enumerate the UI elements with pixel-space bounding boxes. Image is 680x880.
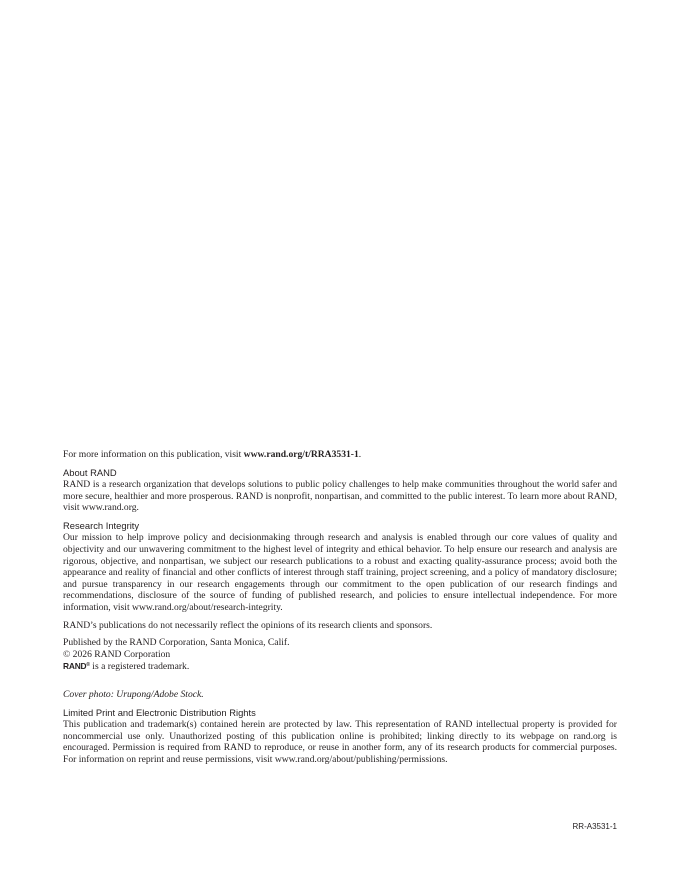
disclaimer: RAND’s publications do not necessarily reflect the opinions of its research clients and sponsors.	[63, 619, 433, 631]
research-integrity-section	[63, 520, 617, 614]
registered-mark: ®	[86, 662, 90, 669]
about-section	[63, 467, 617, 514]
distribution-rights-body: This publication and trademark(s) contained herein are protected by law. This representation of RAND intellectual property is provided for noncommercial use only. Unauthorized posting of this publication online is prohibited; linking directly to its webpage on rand.org is encouraged. Permission is required from RAND to reproduce, or reuse in another form, any of its research products for commercial purposes. For information on reprint and reuse permissions, visit www.rand.org/about/publishing/permissions.	[63, 719, 617, 765]
rand-logo-wordmark: RAND®	[63, 661, 90, 672]
about-heading: About RAND	[63, 466, 117, 478]
copyright-page	[63, 449, 617, 770]
more-info-prefix: For more information on this publication, visit	[63, 449, 244, 460]
report-number: RR-A3531-1	[572, 822, 617, 831]
publication-info	[63, 637, 617, 673]
copyright-line: © 2026 RAND Corporation	[63, 648, 171, 660]
research-integrity-heading: Research Integrity	[63, 519, 140, 531]
published-by: Published by the RAND Corporation, Santa Monica, Calif.	[63, 637, 290, 649]
research-integrity-body: Our mission to help improve policy and decisionmaking through research and analysis is enabled through our core values of quality and objectivity and our unwavering commitment to the highest level of integrity and ethical behavior. To help ensure our research and analysis are rigorous, objective, and nonpartisan, we subject our research publications to a robust and exacting quality-assurance process; avoid both the appearance and reality of financial and other conflicts of interest through staff training, project screening, and a policy of mandatory disclosure; and pursue transparency in our research engagements through our commitment to the open publication of our research findings and recommendations, disclosure of the source of funding of published research, and policies to ensure intellectual independence. For more information, visit www.rand.org/about/research-integrity.	[63, 532, 617, 613]
distribution-rights-section	[63, 707, 617, 766]
more-info-suffix: .	[358, 449, 362, 460]
trademark-text: is a registered trademark.	[89, 661, 190, 673]
distribution-rights-heading: Limited Print and Electronic Distribution Rights	[63, 706, 256, 718]
vertical-spacer	[63, 679, 617, 689]
cover-photo-credit: Cover photo: Urupong/Adobe Stock.	[63, 688, 204, 700]
more-info-line	[63, 449, 617, 461]
about-body: RAND is a research organization that develops solutions to public policy challenges to help make communities throughout the world safer and more secure, healthier and more prosperous. RAND is nonprofit, nonpartisan, and committed to the public interest. To learn more about RAND, visit www.rand.org.	[63, 479, 617, 514]
trademark-line	[63, 660, 617, 673]
publication-url[interactable]: www.rand.org/t/RRA3531-1	[243, 449, 359, 460]
